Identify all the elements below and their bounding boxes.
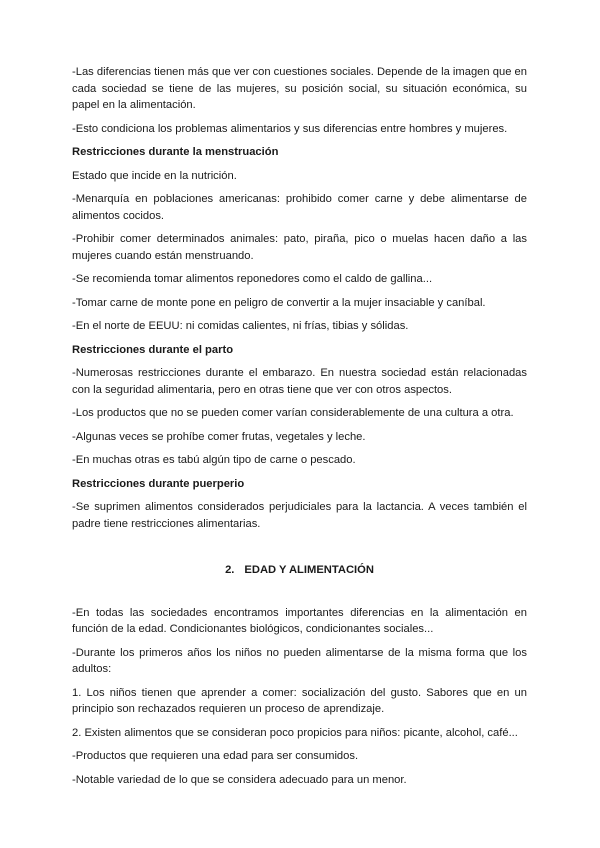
- paragraph: Estado que incide en la nutrición.: [72, 169, 237, 182]
- paragraph: -Esto condiciona los problemas alimentarios y sus diferencias entre hombres y mujeres.: [72, 122, 508, 135]
- section-title: EDAD Y ALIMENTACIÓN: [244, 564, 374, 576]
- paragraph: 2. Existen alimentos que se consideran poco propicios para niños: picante, alcohol, café...: [72, 726, 518, 739]
- paragraph: -Se suprimen alimentos considerados perjudiciales para la lactancia. A veces también el padre tiene restricciones alimentarias.: [72, 501, 527, 530]
- paragraph: -Prohibir comer determinados animales: pato, piraña, pico o muelas hacen daño a las mujeres cuando están menstruando.: [72, 233, 527, 262]
- paragraph: 1. Los niños tienen que aprender a comer: socialización del gusto. Sabores que en un principio son rechazados requieren un proceso de aprendizaje.: [72, 686, 527, 715]
- heading-puerperio: Restricciones durante puerperio: [72, 477, 245, 490]
- heading-parto: Restricciones durante el parto: [72, 343, 234, 356]
- paragraph: -En todas las sociedades encontramos importantes diferencias en la alimentación en función de la edad. Condicionantes biológicos, condicionantes sociales...: [72, 606, 527, 635]
- section-number: 2.: [225, 564, 235, 576]
- paragraph: -Algunas veces se prohíbe comer frutas, vegetales y leche.: [72, 430, 366, 443]
- paragraph: -Los productos que no se pueden comer varían considerablemente de una cultura a otra.: [72, 407, 514, 419]
- paragraph: -Productos que requieren una edad para ser consumidos.: [72, 750, 359, 762]
- heading-menstruacion: Restricciones durante la menstruación: [72, 146, 279, 158]
- paragraph: -Numerosas restricciones durante el embarazo. En nuestra sociedad están relacionadas con la seguridad alimentaria, pero en otras tiene que ver con otros aspectos.: [72, 367, 527, 396]
- paragraph: -En muchas otras es tabú algún tipo de carne o pescado.: [72, 454, 356, 466]
- section-heading: [72, 562, 527, 579]
- paragraph: -En el norte de EEUU: ni comidas calientes, ni frías, tibias y sólidas.: [72, 320, 409, 332]
- paragraph: -Tomar carne de monte pone en peligro de convertir a la mujer insaciable y caníbal.: [72, 296, 486, 309]
- paragraph: -Menarquía en poblaciones americanas: prohibido comer carne y debe alimentarse de alimentos cocidos.: [72, 193, 527, 222]
- paragraph: -Durante los primeros años los niños no pueden alimentarse de la misma forma que los adultos:: [72, 646, 527, 675]
- paragraph: -Las diferencias tienen más que ver con cuestiones sociales. Depende de la imagen que en cada sociedad se tiene de las mujeres, su posición social, su situación económica, su papel en la alimentación.: [72, 66, 527, 111]
- paragraph: -Se recomienda tomar alimentos reponedores como el caldo de gallina...: [72, 273, 433, 285]
- document-page: [72, 64, 527, 795]
- paragraph: -Notable variedad de lo que se considera adecuado para un menor.: [72, 773, 407, 786]
